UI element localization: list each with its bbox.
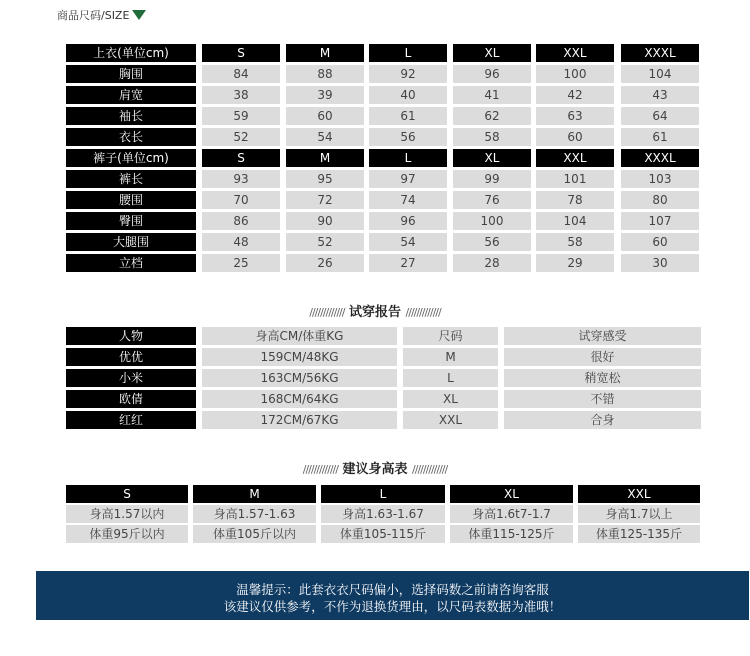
suggested-weight: 体重105斤以内 — [193, 525, 316, 543]
fit-value: 很好 — [504, 348, 701, 366]
measurement-value: 58 — [453, 128, 531, 146]
person-name: 红红 — [66, 411, 196, 429]
fit-value: 172CM/67KG — [202, 411, 397, 429]
suggested-height: 身高1.6t7-1.7 — [450, 505, 573, 523]
measurement-value: 39 — [286, 86, 364, 104]
measurement-value: 58 — [536, 233, 614, 251]
measurement-value: 43 — [621, 86, 699, 104]
size-column-header: XXL — [536, 44, 614, 62]
measurement-value: 95 — [286, 170, 364, 188]
measurement-value: 48 — [202, 233, 280, 251]
measurement-value: 99 — [453, 170, 531, 188]
measurement-value: 100 — [536, 65, 614, 83]
measurement-value: 104 — [621, 65, 699, 83]
decorative-slashes-right: ///////////// — [405, 306, 441, 319]
suggested-weight: 体重105-115斤 — [321, 525, 445, 543]
size-title: 商品尺码/SIZE — [57, 9, 130, 22]
fit-column-header: 身高CM/体重KG — [202, 327, 397, 345]
measurement-value: 96 — [453, 65, 531, 83]
person-name: 优优 — [66, 348, 196, 366]
fit-value: 159CM/48KG — [202, 348, 397, 366]
measurement-value: 72 — [286, 191, 364, 209]
measurement-value: 40 — [369, 86, 447, 104]
measurement-value: 38 — [202, 86, 280, 104]
fit-column-header: 人物 — [66, 327, 196, 345]
fit-value: M — [403, 348, 498, 366]
measurement-label: 衣长 — [66, 128, 196, 146]
suggested-weight: 体重115-125斤 — [450, 525, 573, 543]
triangle-down-icon — [132, 10, 146, 20]
suggest-title: 建议身高表 — [342, 462, 408, 477]
fit-value: XL — [403, 390, 498, 408]
fit-value: 稍宽松 — [504, 369, 701, 387]
suggested-height: 身高1.57-1.63 — [193, 505, 316, 523]
measurement-value: 56 — [369, 128, 447, 146]
measurement-value: 101 — [536, 170, 614, 188]
decorative-slashes-right: ///////////// — [412, 463, 448, 476]
fit-value: 168CM/64KG — [202, 390, 397, 408]
measurement-value: 62 — [453, 107, 531, 125]
measurement-value: 76 — [453, 191, 531, 209]
measurement-value: 61 — [369, 107, 447, 125]
measurement-value: 41 — [453, 86, 531, 104]
measurement-value: 97 — [369, 170, 447, 188]
fit-report-heading — [0, 301, 750, 320]
measurement-value: 96 — [369, 212, 447, 230]
measurement-value: 92 — [369, 65, 447, 83]
measurement-value: 27 — [369, 254, 447, 272]
suggested-height: 身高1.7以上 — [578, 505, 700, 523]
suggest-size-header: L — [321, 485, 445, 503]
measurement-value: 74 — [369, 191, 447, 209]
suggested-weight: 体重125-135斤 — [578, 525, 700, 543]
measurement-label: 大腿围 — [66, 233, 196, 251]
notice-banner — [36, 571, 749, 620]
fit-value: 不错 — [504, 390, 701, 408]
measurement-value: 56 — [453, 233, 531, 251]
measurement-label: 裤长 — [66, 170, 196, 188]
fit-value: 163CM/56KG — [202, 369, 397, 387]
measurement-value: 60 — [536, 128, 614, 146]
measurement-value: 107 — [621, 212, 699, 230]
measurement-value: 84 — [202, 65, 280, 83]
measurement-value: 42 — [536, 86, 614, 104]
measurement-value: 100 — [453, 212, 531, 230]
suggested-weight: 体重95斤以内 — [66, 525, 188, 543]
measurement-value: 60 — [286, 107, 364, 125]
fit-report-title: 试穿报告 — [348, 305, 401, 320]
person-name: 小米 — [66, 369, 196, 387]
measurement-value: 88 — [286, 65, 364, 83]
measurement-value: 90 — [286, 212, 364, 230]
size-column-header: XL — [453, 44, 531, 62]
size-column-header: L — [369, 44, 447, 62]
measurement-value: 29 — [536, 254, 614, 272]
measurement-value: 63 — [536, 107, 614, 125]
suggested-height: 身高1.57以内 — [66, 505, 188, 523]
measurement-value: 26 — [286, 254, 364, 272]
measurement-value: 61 — [621, 128, 699, 146]
measurement-label: 肩宽 — [66, 86, 196, 104]
measurement-value: 64 — [621, 107, 699, 125]
measurement-value: 60 — [621, 233, 699, 251]
notice-line-2: 该建议仅供参考，不作为退换货理由，以尺码表数据为准哦！ — [223, 599, 562, 614]
suggest-size-header: M — [193, 485, 316, 503]
measurement-label: 腰围 — [66, 191, 196, 209]
suggest-heading — [0, 458, 750, 477]
size-column-header: M — [286, 44, 364, 62]
fit-column-header: 试穿感受 — [504, 327, 701, 345]
size-column-header: XXXL — [621, 149, 699, 167]
size-table-section-header: 上衣(单位cm) — [66, 44, 196, 62]
measurement-value: 28 — [453, 254, 531, 272]
measurement-value: 78 — [536, 191, 614, 209]
size-column-header: XXL — [536, 149, 614, 167]
suggest-size-header: XXL — [578, 485, 700, 503]
person-name: 欧倩 — [66, 390, 196, 408]
page-header — [57, 7, 146, 23]
measurement-value: 30 — [621, 254, 699, 272]
size-column-header: M — [286, 149, 364, 167]
measurement-value: 59 — [202, 107, 280, 125]
decorative-slashes-left: ///////////// — [309, 306, 345, 319]
measurement-value: 86 — [202, 212, 280, 230]
measurement-label: 胸围 — [66, 65, 196, 83]
suggest-size-header: S — [66, 485, 188, 503]
suggested-height: 身高1.63-1.67 — [321, 505, 445, 523]
measurement-value: 54 — [286, 128, 364, 146]
measurement-label: 臀围 — [66, 212, 196, 230]
measurement-value: 103 — [621, 170, 699, 188]
measurement-label: 袖长 — [66, 107, 196, 125]
size-column-header: L — [369, 149, 447, 167]
size-column-header: S — [202, 149, 280, 167]
decorative-slashes-left: ///////////// — [302, 463, 338, 476]
measurement-value: 80 — [621, 191, 699, 209]
size-column-header: XL — [453, 149, 531, 167]
measurement-value: 52 — [202, 128, 280, 146]
measurement-value: 52 — [286, 233, 364, 251]
notice-line-1: 温馨提示：此套衣衣尺码偏小，选择码数之前请咨询客服 — [236, 582, 549, 597]
fit-column-header: 尺码 — [403, 327, 498, 345]
measurement-value: 93 — [202, 170, 280, 188]
size-column-header: XXXL — [621, 44, 699, 62]
fit-value: XXL — [403, 411, 498, 429]
fit-value: L — [403, 369, 498, 387]
fit-value: 合身 — [504, 411, 701, 429]
measurement-label: 立档 — [66, 254, 196, 272]
suggest-size-header: XL — [450, 485, 573, 503]
size-table-section-header: 裤子(单位cm) — [66, 149, 196, 167]
measurement-value: 54 — [369, 233, 447, 251]
measurement-value: 104 — [536, 212, 614, 230]
size-column-header: S — [202, 44, 280, 62]
measurement-value: 70 — [202, 191, 280, 209]
measurement-value: 25 — [202, 254, 280, 272]
